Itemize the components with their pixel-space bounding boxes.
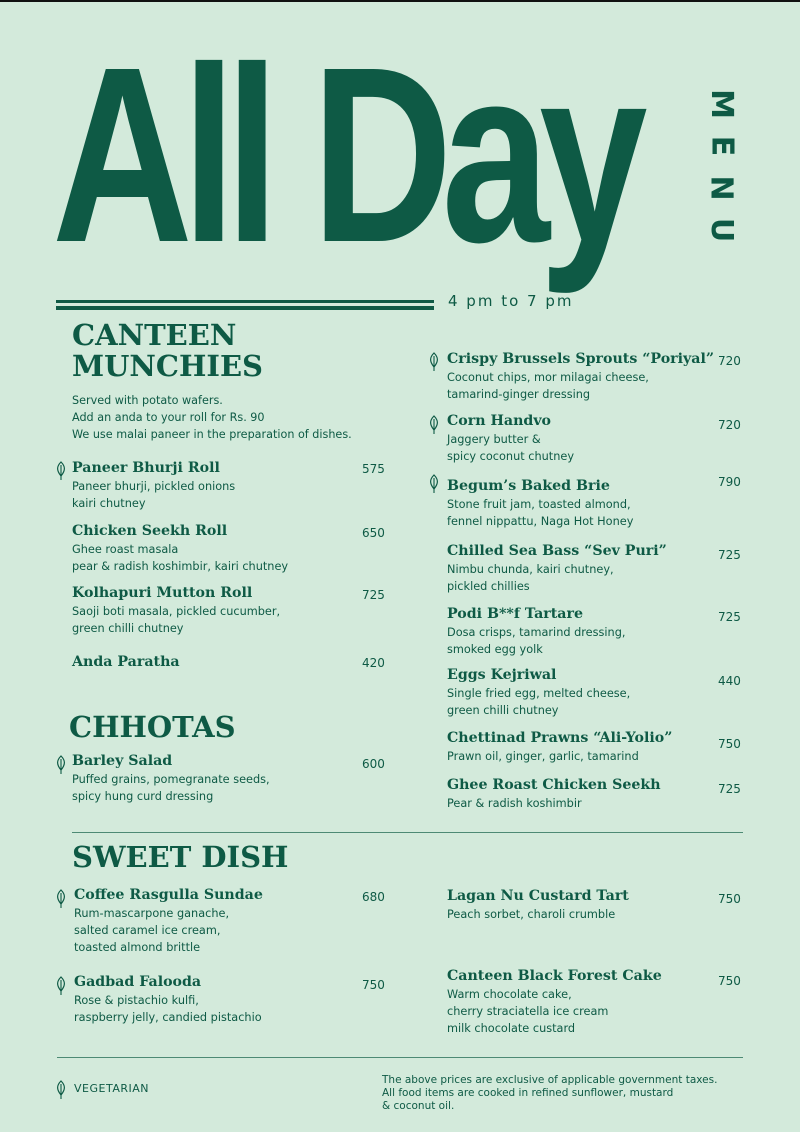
menu-item-corn-handvo [447, 413, 574, 465]
item-price: 420 [362, 656, 385, 670]
menu-item-coffee-rasgulla-sundae [74, 887, 263, 956]
item-name: Kolhapuri Mutton Roll [72, 585, 253, 601]
item-description: Pear & radish koshimbir [447, 797, 582, 810]
item-name: Anda Paratha [72, 654, 180, 670]
item-name: Chettinad Prawns “Ali-Yolio” [447, 730, 673, 746]
menu-item-barley-salad [72, 753, 270, 805]
title-double-rule [56, 300, 434, 310]
item-name: Barley Salad [72, 753, 173, 769]
menu-item-eggs-kejriwal [447, 667, 630, 719]
item-description: Single fried egg, melted cheese, green chilli chutney [447, 687, 631, 717]
item-description: Coconut chips, mor milagai cheese, tamarind-ginger dressing [447, 371, 649, 401]
item-price: 725 [718, 548, 741, 562]
item-price: 750 [362, 978, 385, 992]
item-price: 680 [362, 890, 385, 904]
item-name: Chicken Seekh Roll [72, 523, 228, 539]
item-description: Saoji boti masala, pickled cucumber, green chilli chutney [72, 605, 281, 635]
item-description: Stone fruit jam, toasted almond, fennel nippattu, Naga Hot Honey [447, 498, 634, 528]
item-price: 650 [362, 526, 385, 540]
menu-item-paneer-bhurji-roll [72, 460, 235, 512]
item-price: 750 [718, 974, 741, 988]
note-line: Served with potato wafers. [72, 394, 223, 407]
menu-vertical-label [703, 89, 739, 244]
item-description: Prawn oil, ginger, garlic, tamarind [447, 750, 639, 763]
item-name: Begum’s Baked Brie [447, 478, 610, 494]
item-name: Chilled Sea Bass “Sev Puri” [447, 543, 667, 559]
menu-item-canteen-black-forest-cake [447, 968, 662, 1037]
menu-item-podi-tartare [447, 606, 625, 658]
item-price: 575 [362, 462, 385, 476]
footer-divider [57, 1057, 743, 1058]
vegetarian-legend: VEGETARIAN [74, 1082, 149, 1095]
item-description: Jaggery butter & spicy coconut chutney [447, 433, 575, 463]
menu-vertical-letter: M [703, 89, 739, 119]
menu-item-kolhapuri-mutton-roll [72, 585, 280, 637]
canteen-notes [72, 392, 352, 443]
note-line: We use malai paneer in the preparation of dishes. [72, 428, 352, 441]
section-title-sweet-dish: SWEET DISH [72, 840, 289, 874]
item-name: Gadbad Falooda [74, 974, 202, 990]
leaf-icon [428, 474, 440, 494]
menu-item-chilled-sea-bass [447, 543, 667, 595]
item-description: Rum-mascarpone ganache, salted caramel ice cream, toasted almond brittle [74, 907, 230, 954]
leaf-icon [55, 1080, 67, 1100]
item-name: Ghee Roast Chicken Seekh [447, 777, 661, 793]
item-price: 725 [362, 588, 385, 602]
leaf-icon [55, 461, 67, 481]
item-description: Ghee roast masala pear & radish koshimbir, kairi chutney [72, 543, 289, 573]
item-price: 790 [718, 475, 741, 489]
item-description: Puffed grains, pomegranate seeds, spicy hung curd dressing [72, 773, 270, 803]
section-title-chhotas: CHHOTAS [69, 710, 236, 744]
item-description: Warm chocolate cake, cherry straciatella ice cream milk chocolate custard [447, 988, 609, 1035]
section-title-line: CANTEEN [72, 318, 237, 352]
item-price: 720 [718, 418, 741, 432]
menu-item-chicken-seekh-roll [72, 523, 288, 575]
item-name: Paneer Bhurji Roll [72, 460, 220, 476]
item-name: Eggs Kejriwal [447, 667, 557, 683]
menu-item-begums-baked-brie [447, 478, 633, 530]
section-divider [72, 832, 743, 833]
item-name: Crispy Brussels Sprouts “Poriyal” [447, 351, 715, 367]
item-description: Paneer bhurji, pickled onions kairi chutney [72, 480, 236, 510]
menu-vertical-letter: E [703, 135, 739, 157]
leaf-icon [55, 889, 67, 909]
item-name: Podi B**f Tartare [447, 606, 583, 622]
item-description: Rose & pistachio kulfi, raspberry jelly, candied pistachio [74, 994, 262, 1024]
footer-note: The above prices are exclusive of applicable government taxes. All food items are cooked in refined sunflower, mustard & coconut oil. [382, 1074, 718, 1112]
menu-item-crispy-brussels-sprouts [447, 351, 714, 403]
leaf-icon [55, 976, 67, 996]
item-name: Lagan Nu Custard Tart [447, 888, 629, 904]
item-price: 750 [718, 737, 741, 751]
item-description: Peach sorbet, charoli crumble [447, 908, 616, 921]
menu-item-anda-paratha [72, 654, 180, 670]
item-price: 440 [718, 674, 741, 688]
item-description: Nimbu chunda, kairi chutney, pickled chillies [447, 563, 614, 593]
leaf-icon [55, 755, 67, 775]
section-title-canteen-munchies [72, 320, 263, 383]
menu-item-chettinad-prawns [447, 730, 672, 765]
item-name: Coffee Rasgulla Sundae [74, 887, 263, 903]
item-description: Dosa crisps, tamarind dressing, smoked egg yolk [447, 626, 626, 656]
note-line: Add an anda to your roll for Rs. 90 [72, 411, 265, 424]
menu-item-lagan-nu-custard-tart [447, 888, 629, 923]
item-name: Corn Handvo [447, 413, 552, 429]
menu-item-gadbad-falooda [74, 974, 262, 1026]
item-price: 750 [718, 892, 741, 906]
item-price: 720 [718, 354, 741, 368]
hero-title: All Day [52, 15, 637, 294]
item-name: Canteen Black Forest Cake [447, 968, 662, 984]
menu-item-ghee-roast-chicken-seekh [447, 777, 661, 812]
section-title-line: MUNCHIES [72, 349, 263, 384]
menu-vertical-letter: N [703, 175, 739, 201]
leaf-icon [428, 352, 440, 372]
menu-vertical-letter: U [703, 217, 739, 243]
item-price: 725 [718, 610, 741, 624]
leaf-icon [428, 415, 440, 435]
service-time: 4 pm to 7 pm [448, 292, 574, 310]
item-price: 600 [362, 757, 385, 771]
item-price: 725 [718, 782, 741, 796]
